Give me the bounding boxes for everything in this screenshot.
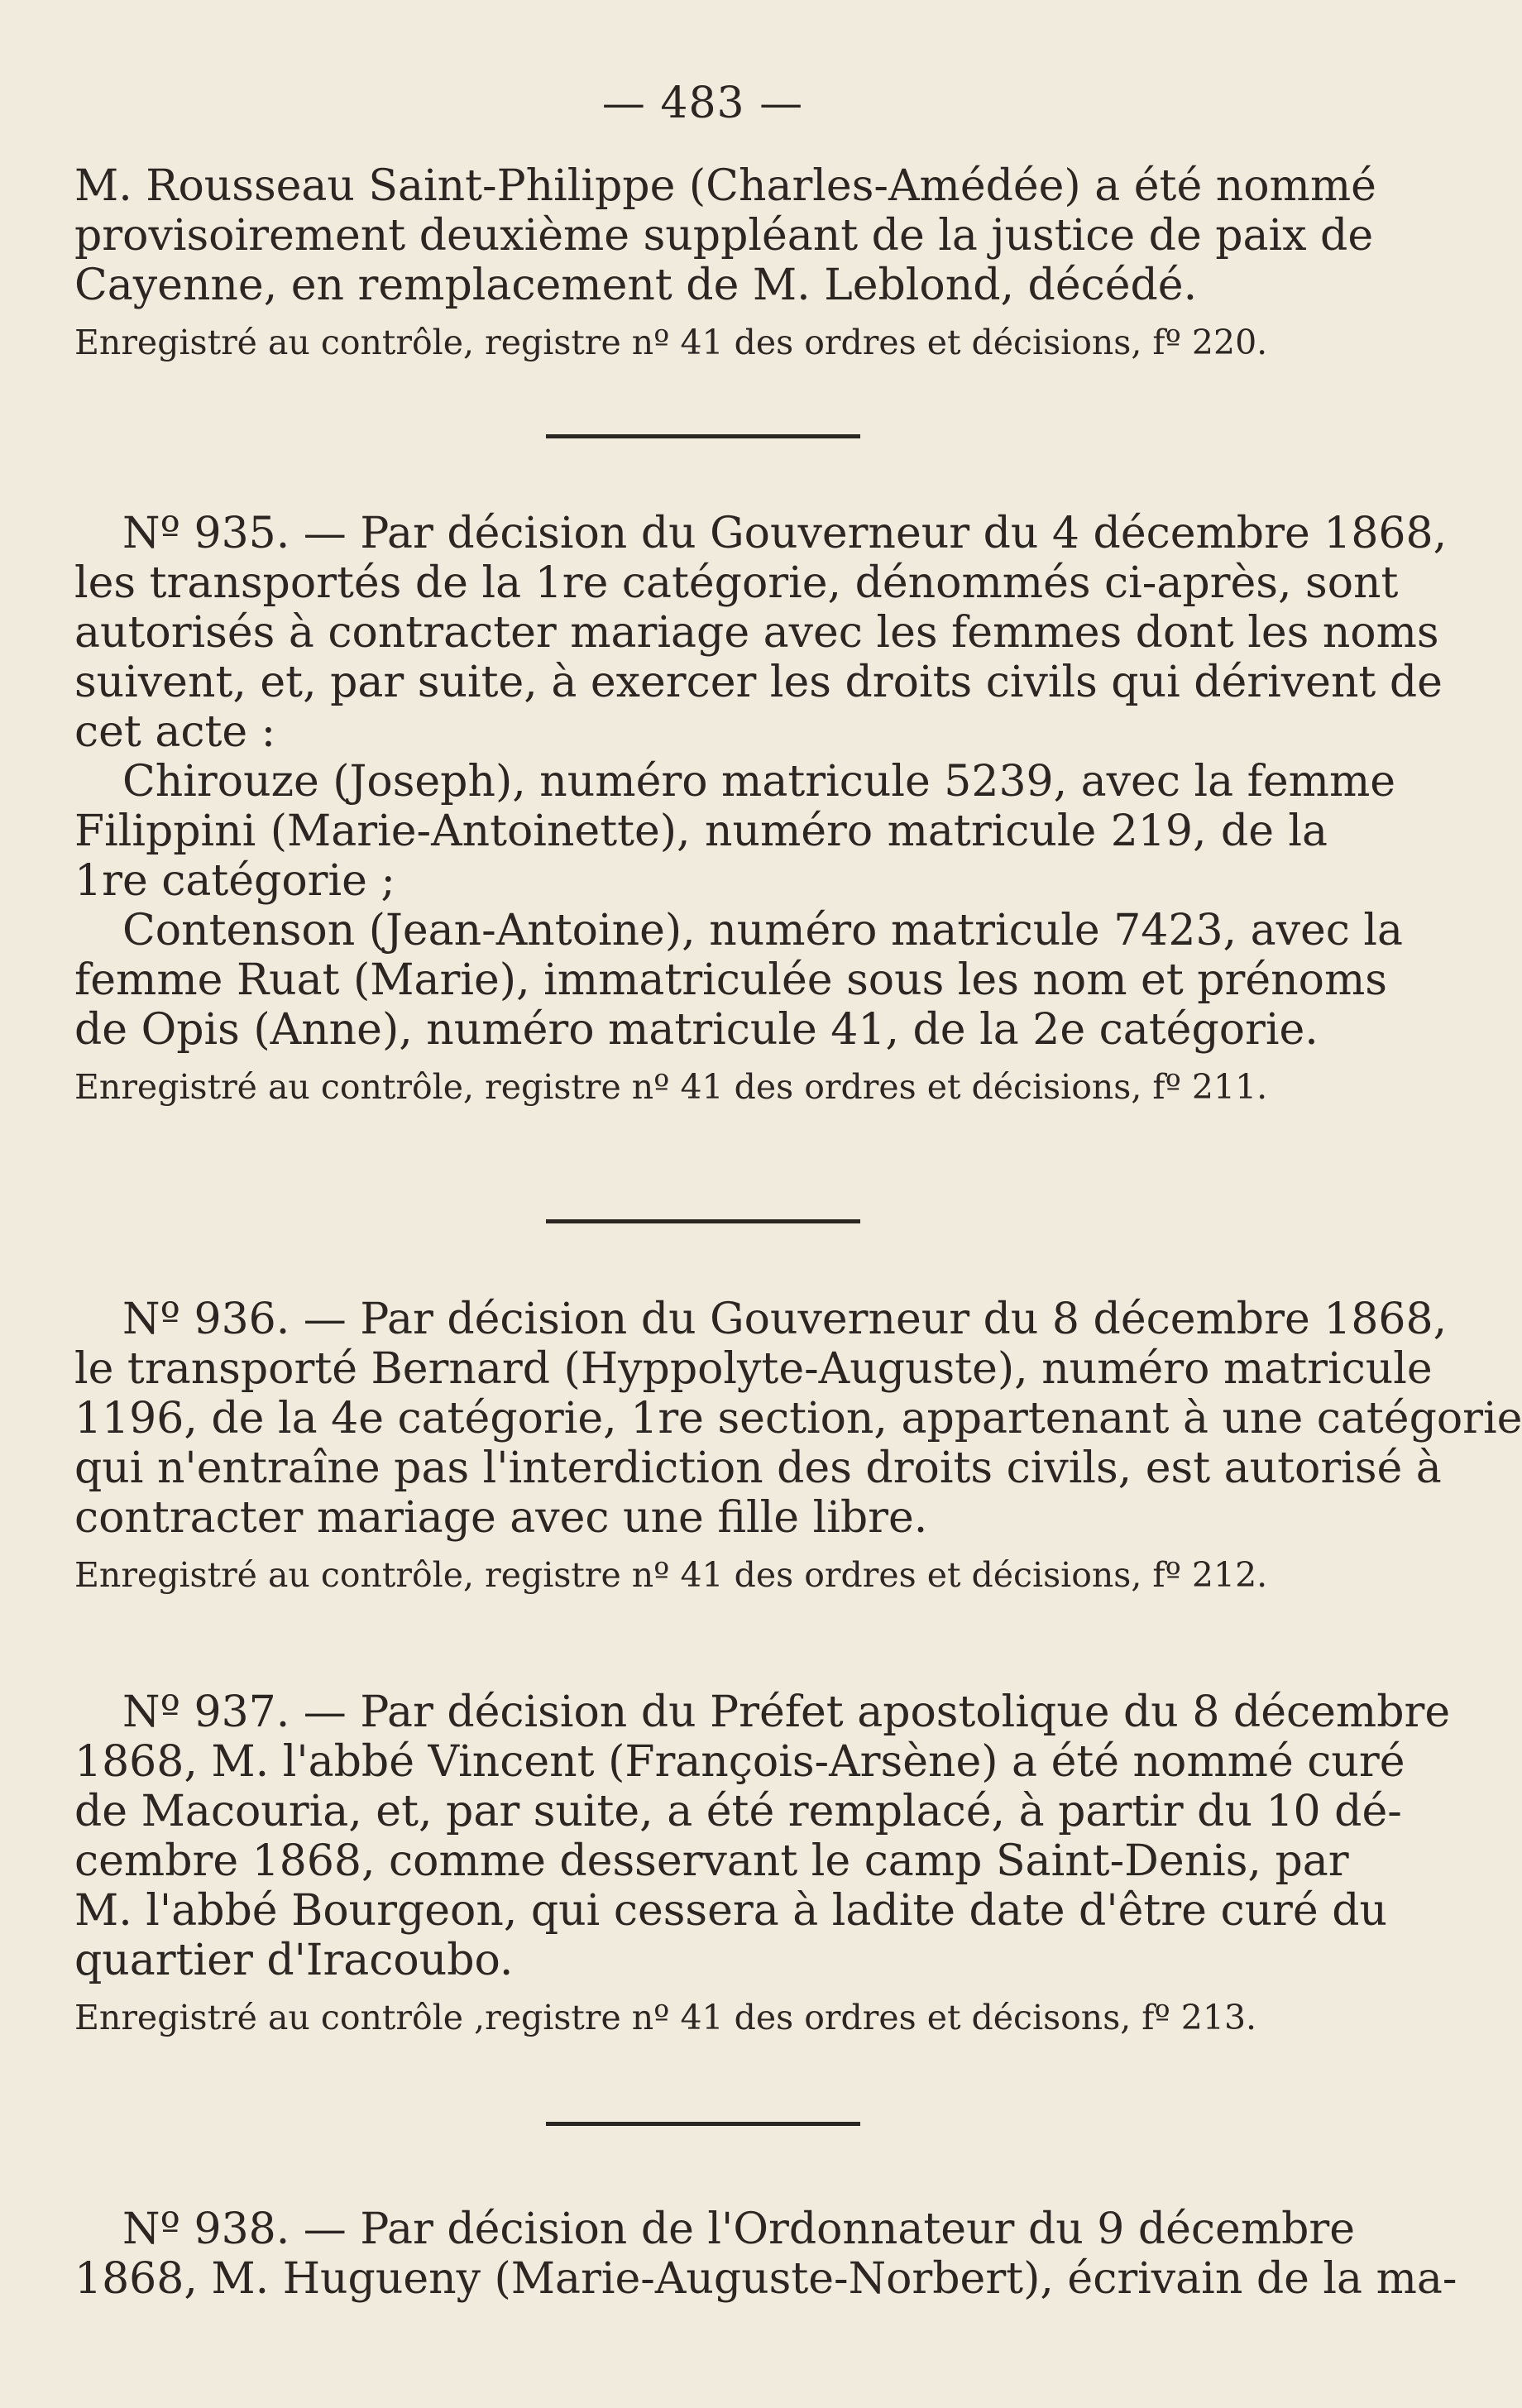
text-line: contracter mariage avec une fille libre. <box>74 1493 928 1543</box>
registration-note: Enregistré au contrôle, registre nº 41 des ordres et décisions, fº 211. <box>74 1067 1268 1107</box>
text-line: 1196, de la 4e catégorie, 1re section, appartenant à une catégorie <box>74 1394 1522 1443</box>
entry-938 <box>74 2205 1457 2304</box>
separator-rule <box>546 2122 860 2126</box>
registration-note: Enregistré au contrôle ,registre nº 41 des ordres et décisons, fº 213. <box>74 1998 1257 2037</box>
entry-937 <box>74 1688 1451 2038</box>
text-line: Chirouze (Joseph), numéro matricule 5239, avec la femme <box>122 757 1396 807</box>
entry-936 <box>74 1295 1522 1596</box>
registration-note: Enregistré au contrôle, registre nº 41 des ordres et décisions, fº 212. <box>74 1555 1268 1595</box>
text-line: le transporté Bernard (Hyppolyte-Auguste), numéro matricule <box>74 1344 1433 1394</box>
text-line: M. l'abbé Bourgeon, qui cessera à ladite date d'être curé du <box>74 1886 1387 1936</box>
separator-rule <box>546 434 860 438</box>
text-line: 1868, M. Hugueny (Marie-Auguste-Norbert), écrivain de la ma- <box>74 2254 1457 2304</box>
entry-heading-line: Nº 936. — Par décision du Gouverneur du 8 décembre 1868, <box>122 1295 1448 1344</box>
entry-heading-line: Nº 935. — Par décision du Gouverneur du 4 décembre 1868, <box>122 509 1448 558</box>
separator-rule <box>546 1219 860 1223</box>
text-line: Cayenne, en remplacement de M. Leblond, décédé. <box>74 261 1198 310</box>
entry-heading-line: Nº 938. — Par décision de l'Ordonnateur du 9 décembre <box>122 2205 1356 2254</box>
text-line: 1868, M. l'abbé Vincent (François-Arsène) a été nommé curé <box>74 1737 1405 1787</box>
text-line: de Macouria, et, par suite, a été remplacé, à partir du 10 dé- <box>74 1787 1402 1836</box>
text-line: 1re catégorie ; <box>74 856 395 906</box>
text-line: suivent, et, par suite, à exercer les droits civils qui dérivent de <box>74 658 1443 707</box>
top-paragraph <box>74 161 1376 363</box>
entry-heading-line: Nº 937. — Par décision du Préfet apostolique du 8 décembre <box>122 1688 1451 1737</box>
text-line: autorisés à contracter mariage avec les femmes dont les noms <box>74 608 1439 658</box>
text-line: M. Rousseau Saint-Philippe (Charles-Amédée) a été nommé <box>74 161 1376 211</box>
text-line: Filippini (Marie-Antoinette), numéro matricule 219, de la <box>74 807 1328 856</box>
text-line: provisoirement deuxième suppléant de la justice de paix de <box>74 211 1374 261</box>
registration-note: Enregistré au contrôle, registre nº 41 des ordres et décisions, fº 220. <box>74 323 1268 362</box>
text-line: les transportés de la 1re catégorie, dénommés ci-après, sont <box>74 558 1399 608</box>
text-line: quartier d'Iracoubo. <box>74 1936 514 1985</box>
text-line: Contenson (Jean-Antoine), numéro matricule 7423, avec la <box>122 906 1404 955</box>
entry-935 <box>74 509 1448 1108</box>
page-number: — 483 — <box>601 79 804 128</box>
text-line: femme Ruat (Marie), immatriculée sous les nom et prénoms <box>74 955 1387 1005</box>
text-line: cet acte : <box>74 707 276 757</box>
text-line: cembre 1868, comme desservant le camp Saint-Denis, par <box>74 1836 1349 1886</box>
text-line: de Opis (Anne), numéro matricule 41, de la 2e catégorie. <box>74 1005 1319 1055</box>
text-line: qui n'entraîne pas l'interdiction des droits civils, est autorisé à <box>74 1443 1442 1493</box>
